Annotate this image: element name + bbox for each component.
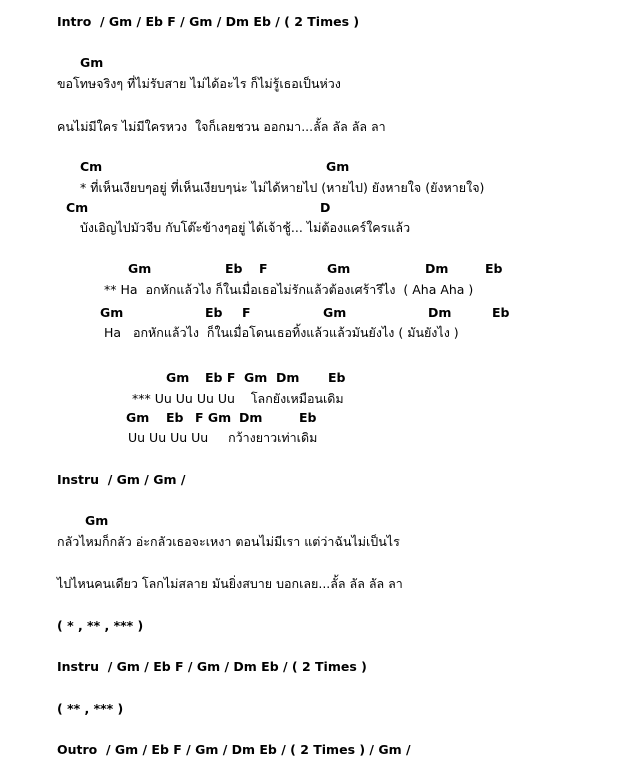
- chord: Gm: [126, 410, 150, 425]
- repeat-marker: ( * , ** , *** ): [57, 618, 144, 633]
- chord: Gm: [128, 261, 152, 276]
- lyric-line: ** Ha อกหักแล้วไง ก็ในเมื่อเธอไม่รักแล้วต้องเศร้ารึไง ( Aha Aha ): [104, 282, 474, 297]
- chord: F Gm: [195, 410, 232, 425]
- lyric-line: กลัวไหมก็กลัว อ่ะกลัวเธอจะเหงา ตอนไม่มีเรา แต่ว่าฉันไม่เป็นไร: [57, 534, 400, 549]
- chord: Gm: [80, 55, 104, 70]
- lyric-line: บังเอิญไปมัวจีบ กับโต๊ะข้างๆอยู่ ได้เจ้าชู้... ไม่ต้องแคร์ใครแล้ว: [80, 220, 411, 235]
- chord: Eb: [166, 410, 184, 425]
- chord: Eb: [328, 370, 346, 385]
- lyric-line: * ที่เห็นเงียบๆอยู่ ที่เห็นเงียบๆน่ะ ไม่ได้หายไป (หายไป) ยังหายใจ (ยังหายใจ): [80, 180, 485, 195]
- chord: Eb: [492, 305, 510, 320]
- lyric-line: Uu Uu Uu Uu กว้างยาวเท่าเดิม: [128, 430, 318, 445]
- chord: Cm: [80, 159, 103, 174]
- lyric-line: ขอโทษจริงๆ ที่ไม่รับสาย ไม่ได้อะไร ก็ไม่รู้เธอเป็นห่วง: [57, 76, 341, 91]
- chord: Eb: [485, 261, 503, 276]
- lyric-line: *** Uu Uu Uu Uu โลกยังเหมือนเดิม: [132, 391, 344, 406]
- intro-line: Intro / Gm / Eb F / Gm / Dm Eb / ( 2 Times ): [57, 14, 360, 29]
- chord: Dm: [239, 410, 263, 425]
- chord: Gm: [323, 305, 347, 320]
- chord: Dm: [276, 370, 300, 385]
- chord: Eb: [299, 410, 317, 425]
- lyric-line: ไปไหนคนเดียว โลกไม่สลาย มันยิ่งสบาย บอกเลย...ลั้ล ลัล ลัล ลา: [57, 576, 403, 591]
- chord: Dm: [428, 305, 452, 320]
- chord: Gm: [100, 305, 124, 320]
- chord: Cm: [66, 200, 89, 215]
- chord: Eb: [225, 261, 243, 276]
- chord: Gm: [244, 370, 268, 385]
- chord: F: [242, 305, 251, 320]
- instru-line: Instru / Gm / Gm /: [57, 472, 186, 487]
- lyric-line: Ha อกหักแล้วไง ก็ในเมื่อโดนเธอทิ้งแล้วแล้วมันยังไง ( มันยังไง ): [104, 325, 459, 340]
- chord: Eb F: [205, 370, 236, 385]
- chord: Gm: [85, 513, 109, 528]
- chord: Gm: [326, 159, 350, 174]
- chord: Eb: [205, 305, 223, 320]
- chord: Gm: [166, 370, 190, 385]
- chord: Dm: [425, 261, 449, 276]
- outro-line: Outro / Gm / Eb F / Gm / Dm Eb / ( 2 Times ) / Gm /: [57, 742, 411, 757]
- instru-line: Instru / Gm / Eb F / Gm / Dm Eb / ( 2 Times ): [57, 659, 367, 674]
- lyric-line: คนไม่มีใคร ไม่มีใครหวง ใจก็เลยชวน ออกมา...ลั้ล ลัล ลัล ลา: [57, 119, 386, 134]
- chord: Gm: [327, 261, 351, 276]
- chord: D: [320, 200, 331, 215]
- chord: F: [259, 261, 268, 276]
- repeat-marker: ( ** , *** ): [57, 701, 124, 716]
